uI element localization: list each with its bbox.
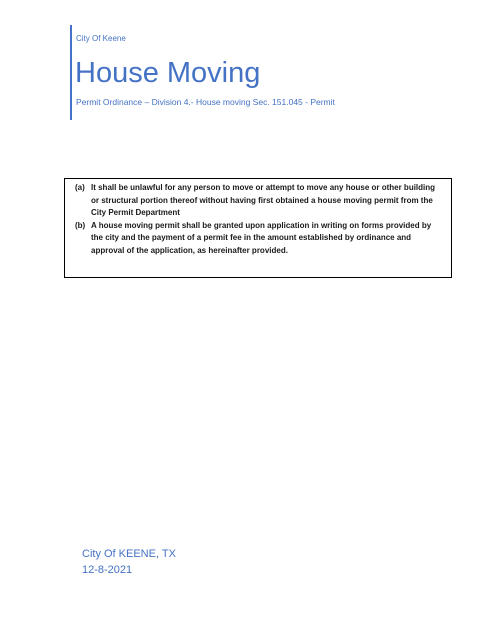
document-title: House Moving — [75, 57, 261, 89]
provision-text: It shall be unlawful for any person to move or attempt to move any house or other building or structural portion thereof without having first obtained a house moving permit from the City Permit Department — [91, 183, 436, 217]
provision-list — [75, 182, 445, 257]
provision-item — [75, 182, 445, 220]
footer-date: 12-8-2021 — [82, 564, 133, 576]
organization-name: City Of Keene — [76, 34, 126, 43]
provision-marker: (b) — [75, 220, 86, 230]
document-subtitle: Permit Ordinance – Division 4.- House moving Sec. 151.045 - Permit — [76, 97, 335, 107]
provision-marker: (a) — [75, 183, 85, 192]
ordinance-text-box — [64, 178, 452, 278]
provision-text: A house moving permit shall be granted upon application in writing on forms provided by the city and the payment of a permit fee in the amount established by ordinance and approval of the application, as hereinafter provided. — [91, 220, 432, 255]
provision-item — [75, 220, 445, 258]
footer-organization: City Of KEENE, TX — [82, 548, 176, 560]
cover-accent-bar — [70, 25, 72, 120]
